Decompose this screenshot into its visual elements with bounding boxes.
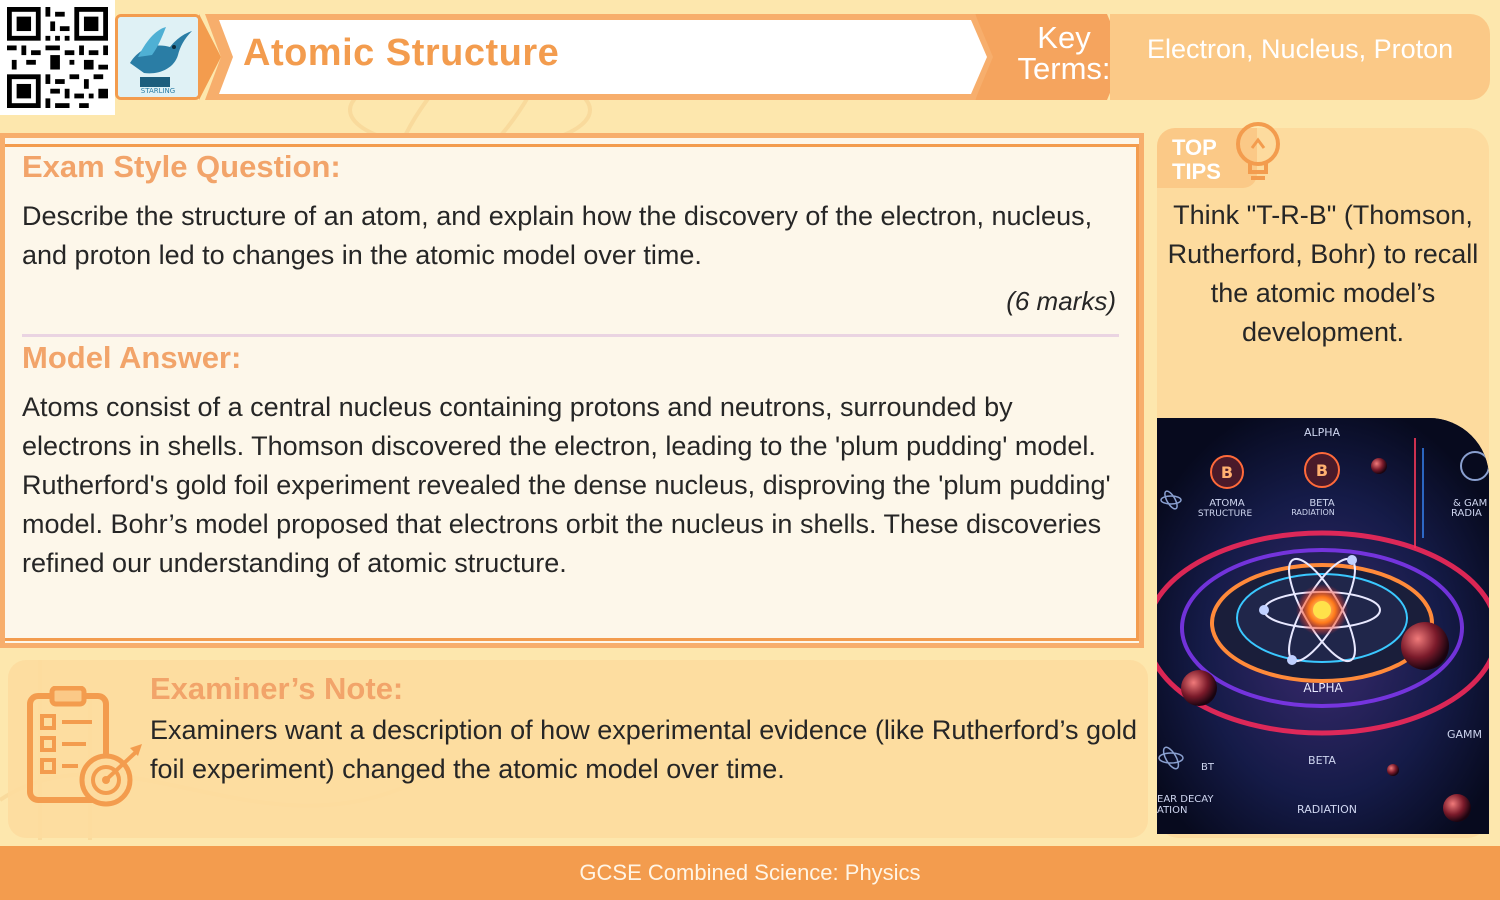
examiner-note-text: Examiners want a description of how experimental evidence (like Rutherford’s gold foil experiment) changed the atomic model over time.: [150, 715, 1138, 784]
starling-logo: [115, 14, 201, 100]
model-answer-heading: Model Answer:: [22, 340, 242, 375]
svg-text:RADIATION: RADIATION: [1291, 508, 1335, 517]
svg-text:B: B: [1220, 463, 1234, 482]
svg-text:B: B: [1315, 461, 1329, 480]
atom-radiation-image: [1157, 418, 1489, 834]
page-title: Atomic Structure: [243, 32, 560, 74]
qr-code-icon: [7, 7, 108, 108]
top-tip-text: Think "T-R-B" (Thomson, Rutherford, Bohr) to recall the atomic model’s development.: [1167, 200, 1479, 347]
examiner-note-heading: Examiner’s Note:: [150, 671, 404, 706]
lightbulb-icon: [1222, 118, 1288, 188]
bird-icon: [118, 17, 198, 97]
top-tips-line1: TOP: [1172, 135, 1217, 160]
svg-text:GAMM: GAMM: [1447, 728, 1483, 741]
top-tips-badge-text: [1172, 136, 1221, 184]
svg-text:ATOMA: ATOMA: [1209, 498, 1245, 509]
svg-text:RADIA: RADIA: [1451, 508, 1482, 519]
svg-text:ALPHA: ALPHA: [1303, 681, 1343, 695]
svg-text:RADIATION: RADIATION: [1297, 803, 1357, 816]
footer-course-label: GCSE Combined Science: Physics: [579, 860, 921, 885]
exam-question-heading: Exam Style Question:: [22, 149, 341, 184]
svg-text:& GAM: & GAM: [1453, 498, 1488, 509]
exam-question-text: Describe the structure of an atom, and explain how the discovery of the electron, nucleus, and proton led to changes in the atomic model over time.: [22, 201, 1093, 270]
clipboard-target-icon: [26, 686, 144, 808]
svg-text:BETA: BETA: [1309, 498, 1335, 509]
top-tips-line2: TIPS: [1172, 159, 1221, 184]
svg-text:STARLING: STARLING: [140, 87, 176, 95]
key-terms-label-line: Key: [1037, 20, 1091, 55]
section-divider: [22, 334, 1119, 337]
atomic-illustration: [1157, 418, 1489, 834]
key-terms-label-line: Terms:: [1017, 51, 1111, 86]
qr-code[interactable]: [0, 0, 115, 115]
footer-bar: [0, 846, 1500, 900]
svg-text:ALPHA: ALPHA: [1303, 426, 1341, 439]
marks-label: (6 marks): [1006, 286, 1116, 316]
svg-text:EAR DECAY: EAR DECAY: [1157, 794, 1214, 805]
svg-text:BETA: BETA: [1308, 754, 1336, 767]
model-answer-text: Atoms consist of a central nucleus containing protons and neutrons, surrounded by electrons in shells. Thomson discovered the electron, leading to the 'plum pudding' model. Rutherford's gold foil experiment revealed the dense nucleus, disproving the 'plum pudding' model. Bohr’s model proposed that electrons orbit the nucleus in shells. These discoveries refined our understanding of atomic structure.: [22, 392, 1111, 578]
key-terms-label: [1008, 22, 1120, 84]
svg-text:BT: BT: [1201, 762, 1214, 773]
svg-text:ATION: ATION: [1157, 805, 1188, 816]
key-terms-list: Electron, Nucleus, Proton: [1147, 34, 1454, 64]
svg-text:STRUCTURE: STRUCTURE: [1197, 509, 1253, 519]
